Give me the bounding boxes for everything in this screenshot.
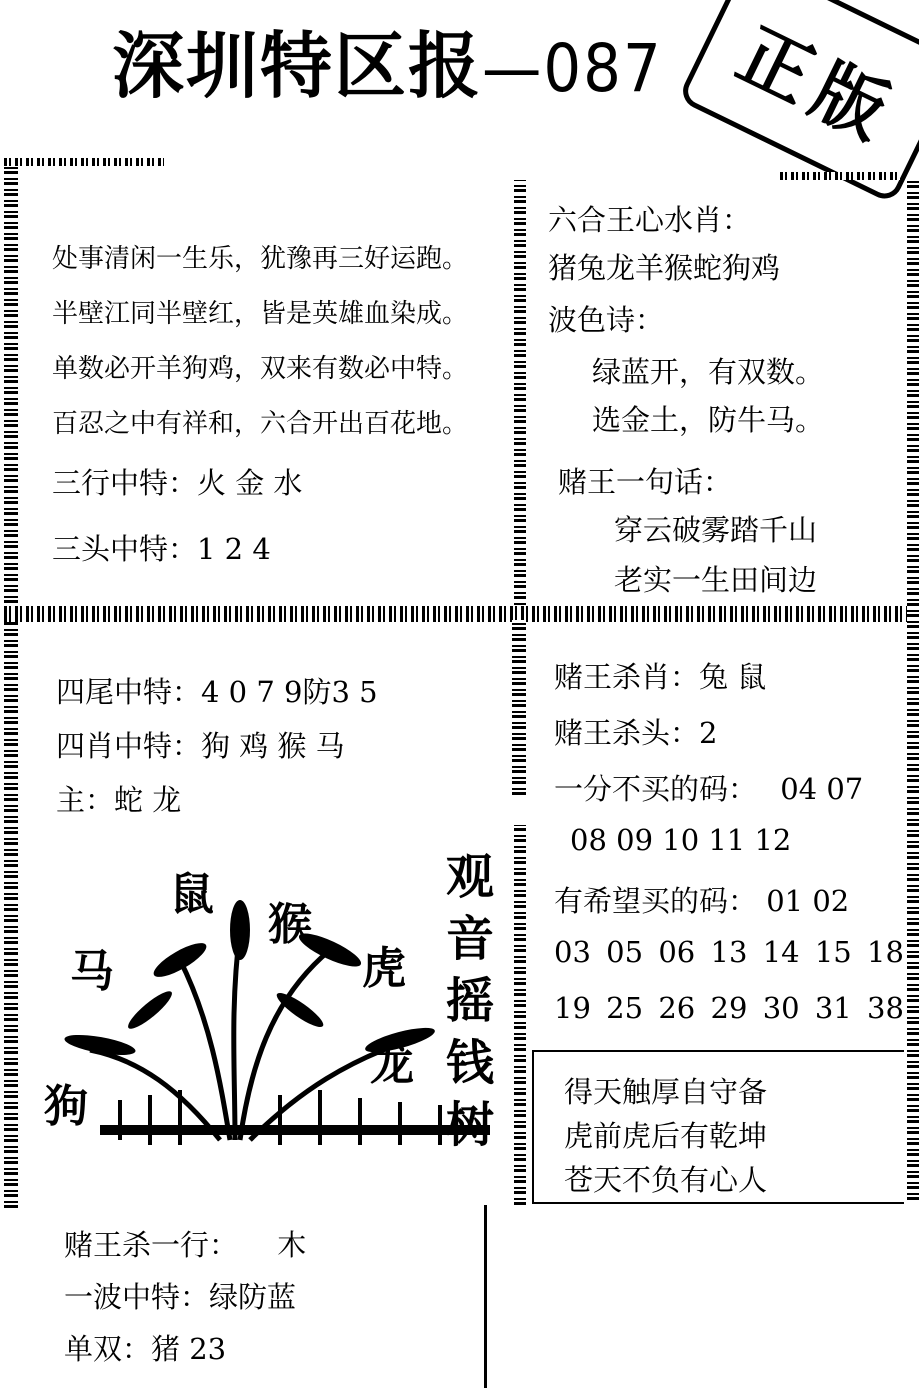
no-buy-label: 一分不买的码： <box>554 772 758 806</box>
number: 30 <box>762 991 800 1025</box>
number: 15 <box>814 935 852 969</box>
zhu-line: 主：蛇 龙 <box>56 783 182 817</box>
saying-box <box>532 1050 904 1204</box>
wave-line: 选金土，防牛马。 <box>592 403 825 437</box>
poem-line: 单数必开羊狗鸡，双来有数必中特。 <box>52 354 469 384</box>
animal-rat: 鼠 <box>170 869 214 920</box>
animal-dog: 狗 <box>44 1081 88 1132</box>
stamp-text: 正版 <box>725 11 910 160</box>
wave-line: 绿蓝开，有双数。 <box>592 355 825 389</box>
wave-title: 波色诗： <box>548 303 665 337</box>
saying-title: 赌王一句话： <box>558 465 733 499</box>
hope-row <box>554 991 904 1025</box>
number: 29 <box>710 991 748 1025</box>
number: 18 <box>867 935 904 969</box>
poem-line: 半壁江同半壁红，皆是英雄血染成。 <box>52 299 469 329</box>
kill-xing-value: 木 <box>277 1228 307 1262</box>
hope-label: 有希望买的码： <box>554 884 758 918</box>
saying-line: 虎前虎后有乾坤 <box>564 1119 768 1153</box>
no-buy-first: 04 07 <box>780 772 864 806</box>
bottom-left-box <box>24 1205 487 1388</box>
sanxing-line: 三行中特：火 金 水 <box>52 466 303 500</box>
kill-xiao-line: 赌王杀肖：兔 鼠 <box>554 660 767 694</box>
animal-horse: 马 <box>70 946 114 997</box>
danshuang-line: 单双：猪 23 <box>64 1332 227 1366</box>
hope-first: 01 02 <box>766 884 850 918</box>
left-border <box>4 158 18 1208</box>
kill-tou-line: 赌王杀头：2 <box>554 716 718 750</box>
center-divider-low <box>514 825 526 1205</box>
number: 13 <box>710 935 748 969</box>
poem-line: 百忍之中有祥和，六合开出百花地。 <box>52 409 469 439</box>
animal-tiger: 虎 <box>362 943 406 994</box>
no-buy-line <box>554 767 904 823</box>
siwei-line: 四尾中特：4 0 7 9防3 5 <box>56 675 378 709</box>
heart-zodiacs: 猪兔龙羊猴蛇狗鸡 <box>548 251 781 285</box>
animal-monkey: 猴 <box>268 899 312 950</box>
kill-xing-line <box>64 1223 484 1275</box>
number: 03 <box>554 935 591 969</box>
yibo-line: 一波中特：绿防蓝 <box>64 1280 297 1314</box>
sixiao-line: 四肖中特：狗 鸡 猴 马 <box>56 729 345 763</box>
top-border <box>4 158 164 166</box>
number: 14 <box>762 935 800 969</box>
title-char: 观 <box>445 849 494 905</box>
santou-line: 三头中特：1 2 4 <box>52 532 271 566</box>
top-border-right <box>780 172 900 180</box>
poem-line: 处事清闲一生乐，犹豫再三好运跑。 <box>52 244 469 274</box>
number: 06 <box>658 935 696 969</box>
title-char: 音 <box>445 911 494 967</box>
saying-line: 得天触厚自守备 <box>564 1075 768 1109</box>
number: 05 <box>606 935 644 969</box>
poem-box <box>52 238 502 568</box>
kill-xing-label: 赌王杀一行： <box>64 1228 239 1262</box>
heart-heading: 六合王心水肖： <box>548 203 752 237</box>
heart-box <box>548 198 908 599</box>
money-tree-title <box>440 846 500 1156</box>
title-text: 深圳特区报 <box>112 24 483 108</box>
number: 19 <box>554 991 591 1025</box>
center-divider-mid <box>512 620 526 795</box>
number: 31 <box>814 991 852 1025</box>
middle-divider <box>4 606 919 622</box>
hope-row <box>554 935 904 991</box>
issue-number: —087 <box>482 30 663 107</box>
title-char: 摇 <box>445 973 494 1029</box>
title-char: 树 <box>445 1097 494 1153</box>
no-buy-rest: 08 09 10 11 12 <box>570 823 792 857</box>
right-border <box>907 180 919 1200</box>
animal-dragon: 龙 <box>370 1039 414 1090</box>
saying-line: 苍天不负有心人 <box>564 1163 768 1197</box>
hope-line <box>554 879 904 935</box>
title-char: 钱 <box>445 1035 494 1091</box>
center-divider-top <box>514 180 526 610</box>
saying-line: 穿云破雾踏千山 <box>614 513 818 547</box>
tail-box <box>56 670 506 819</box>
number: 25 <box>606 991 644 1025</box>
newspaper-title <box>112 8 663 112</box>
number: 38 <box>867 991 904 1025</box>
kill-box <box>554 655 904 1025</box>
saying-line: 老实一生田间边 <box>614 563 818 597</box>
number: 26 <box>658 991 696 1025</box>
